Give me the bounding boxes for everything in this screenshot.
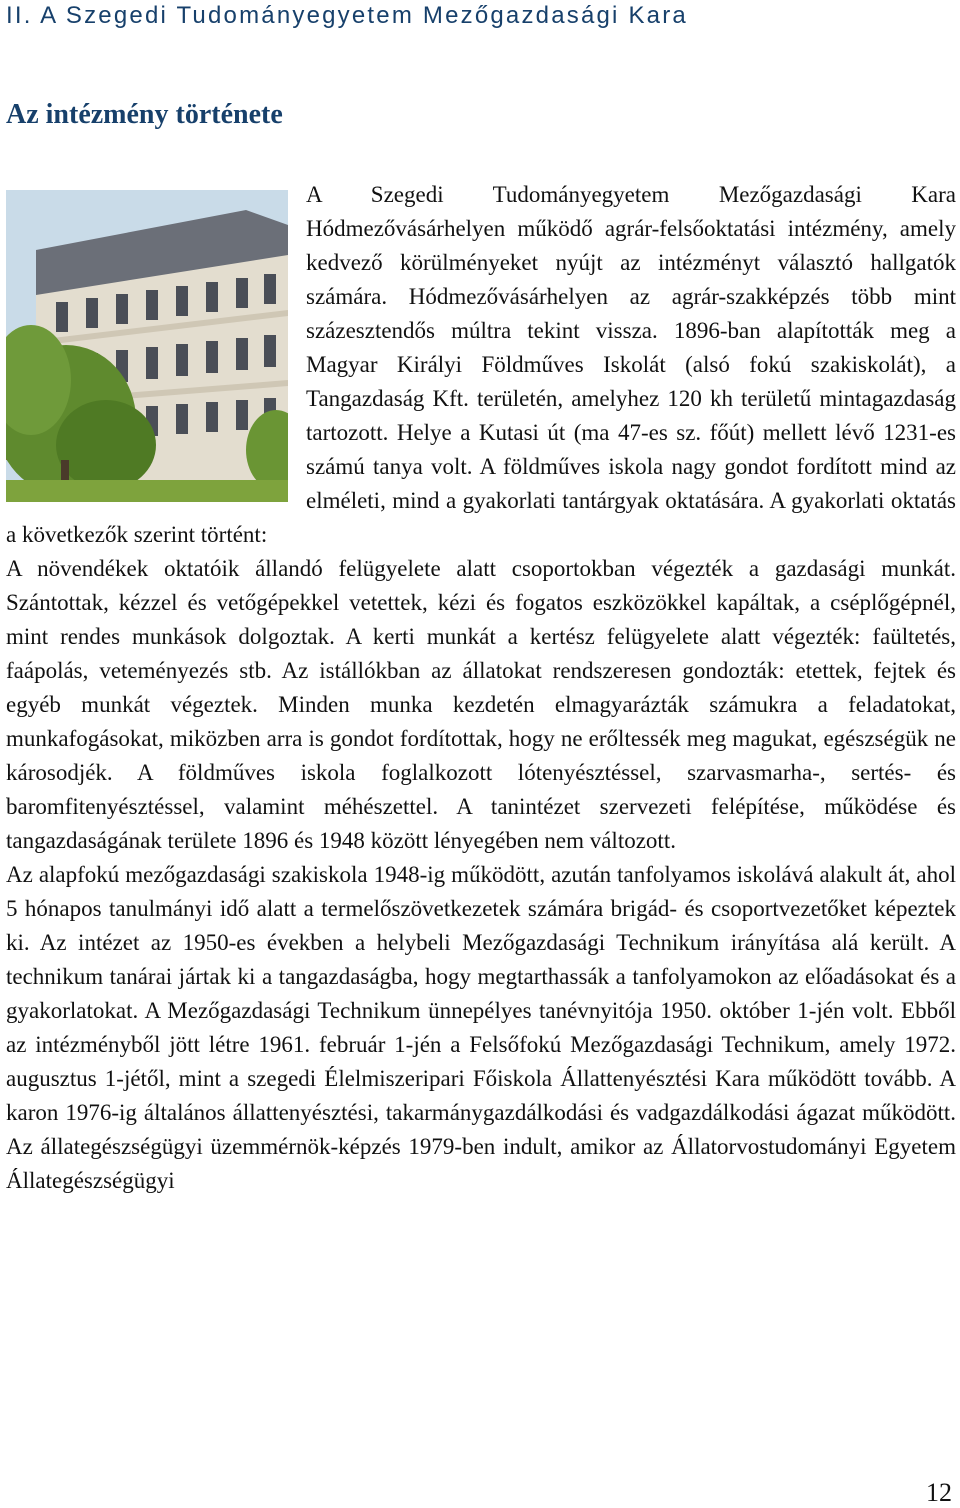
photo-float-spacer (6, 178, 306, 518)
section-heading: Az intézmény története (6, 99, 283, 130)
paragraph-1: A Szegedi Tudományegyetem Mezőgazdasági Kara Hódmezővásárhelyen működő agrár-felsőoktatási intézmény, amely kedvező körülményeket nyújt az intézményt választó hallgatók számára. Hódmezővásárhelyen az agrár-szakképzés több mint százesztendős múltra tekint vissza. 1896-ban alapították meg a Magyar Királyi Földműves Iskolát (alsó fokú szakiskolát), a Tangazdaság Kft. területén, amelyhez 120 kh területű mintagazdaság tartozott. Helye a Kutasi út (ma 47-es sz. főút) mellett lévő 1231-es számú tanya volt. A földműves iskola nagy gondot fordított mind az elméleti, mind a gyakorlati tantárgyak oktatására. A gyakorlati oktatás a következők szerint történt: (6, 182, 956, 547)
page-number: 12 (926, 1478, 952, 1507)
body-text (6, 178, 956, 1198)
paragraph-2: A növendékek oktatóik állandó felügyelete alatt csoportokban végezték a gazdasági munkát. Szántottak, kézzel és vetőgépekkel vetettek, kézi és fogatos eszközökkel kapáltak, a cséplőgépnél, mint rendes munkások dolgoztak. A kerti munkát a kertész felügyelete alatt végezték: faültetés, faápolás, veteményezés stb. Az istállókban az állatokat rendszeresen gondozták: etettek, fejtek és egyéb munkát végeztek. Minden munka kezdetén elmagyarázták számukra a feladatokat, munkafogásokat, miközben arra is gondot fordítottak, hogy ne erőltessék meg magukat, egészségük ne károsodjék. A földműves iskola foglalkozott lótenyésztéssel, szarvasmarha-, sertés- és baromfitenyésztéssel, valamint méhészettel. A tanintézet szervezeti felépítése, működése és tangazdaságának területe 1896 és 1948 között lényegében nem változott. (6, 556, 956, 853)
paragraph-3: Az alapfokú mezőgazdasági szakiskola 1948-ig működött, azután tanfolyamos iskolává alakult át, ahol 5 hónapos tanulmányi idő alatt a termelőszövetkezetek számára brigád- és csoportvezetőket képeztek ki. Az intézet az 1950-es években a helybeli Mezőgazdasági Technikum irányítása alá került. A technikum tanárai jártak ki a tangazdaságba, hogy megtarthassák a tanfolyamokon az előadásokat és a gyakorlatokat. A Mezőgazdasági Technikum ünnepélyes tanévnyitója 1950. október 1-jén volt. Ebből az intézményből jött létre 1961. február 1-jén a Felsőfokú Mezőgazdasági Technikum, amely 1972. augusztus 1-jétől, mint a szegedi Élelmiszeripari Főiskola Állattenyésztési Kara működött tovább. A karon 1976-ig általános állattenyésztési, takarmánygazdálkodási és vadgazdálkodási ágazat működött. Az állategészségügyi üzemmérnök-képzés 1979-ben indult, amikor az Állatorvostudományi Egyetem Állategészségügyi (6, 862, 956, 1193)
chapter-heading: II. A Szegedi Tudományegyetem Mezőgazdasági Kara (6, 2, 688, 29)
